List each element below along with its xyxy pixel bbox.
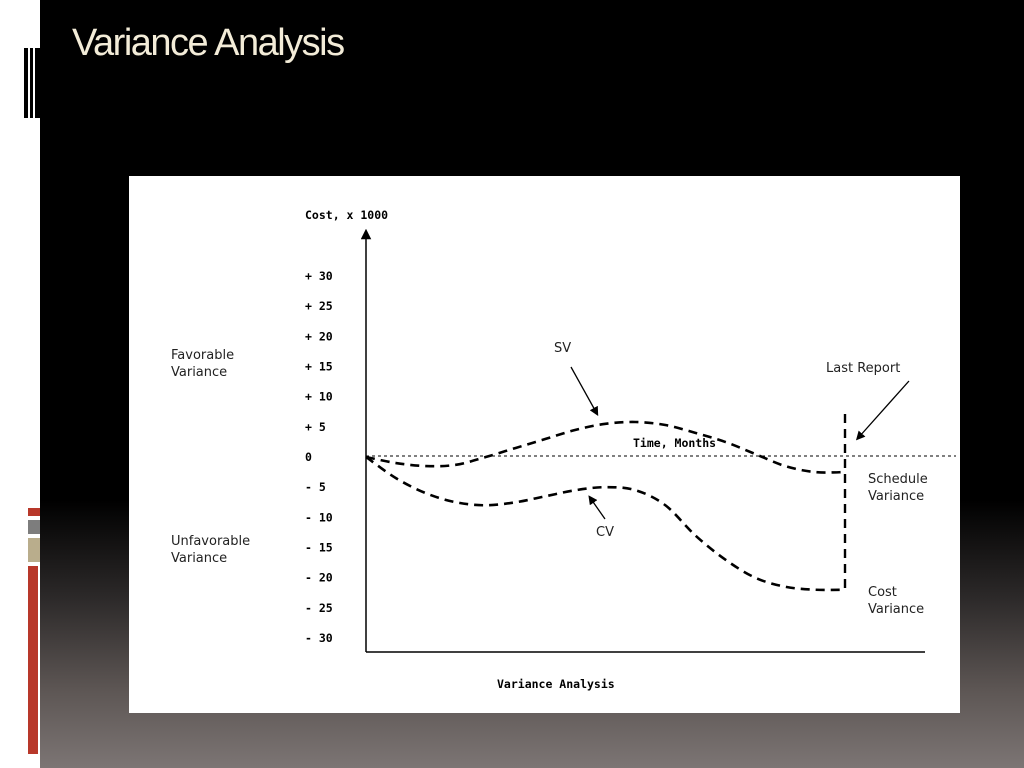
chart-caption: Variance Analysis <box>497 677 615 691</box>
decoration-gray <box>28 520 40 534</box>
series-line-sv <box>366 422 845 473</box>
y-tick-label: - 15 <box>305 540 333 555</box>
variance-chart <box>129 176 960 713</box>
favorable-region-label: Favorable Variance <box>171 348 235 380</box>
corner-decoration <box>24 0 40 120</box>
x-axis-label: Time, Months <box>633 436 717 450</box>
sv-annotation: SV <box>554 341 572 356</box>
y-tick-label: + 20 <box>305 329 333 344</box>
y-tick-label: + 30 <box>305 269 333 283</box>
schedule-variance-label: Schedule Variance <box>868 472 928 504</box>
last-report-arrow <box>859 381 909 437</box>
unfavorable-region-label: Unfavorable Variance <box>171 534 251 566</box>
sv-arrow <box>571 367 596 412</box>
last-report-annotation: Last Report <box>826 361 901 376</box>
y-tick-label: - 25 <box>305 600 333 615</box>
y-tick-label: - 20 <box>305 570 333 585</box>
decoration-red-top <box>28 508 40 516</box>
y-tick-label: + 25 <box>305 299 333 314</box>
cost-variance-label: Cost Variance <box>868 585 925 617</box>
y-tick-label: - 5 <box>305 480 326 495</box>
y-tick-label: + 10 <box>305 389 333 404</box>
y-tick-label: + 15 <box>305 359 333 374</box>
decoration-tan <box>28 538 40 562</box>
y-axis-label: Cost, x 1000 <box>305 208 389 222</box>
y-tick-label: 0 <box>305 450 312 464</box>
chart-canvas <box>129 176 960 713</box>
cv-arrow <box>591 499 605 519</box>
y-tick-label: - 30 <box>305 631 333 645</box>
cv-annotation: CV <box>596 525 614 540</box>
decoration-red-bar <box>28 566 38 754</box>
series-line-cv <box>366 457 845 590</box>
y-tick-label: + 5 <box>305 419 326 434</box>
y-tick-label: - 10 <box>305 510 333 525</box>
side-decoration <box>28 508 40 758</box>
slide-title: Variance Analysis <box>72 22 344 64</box>
